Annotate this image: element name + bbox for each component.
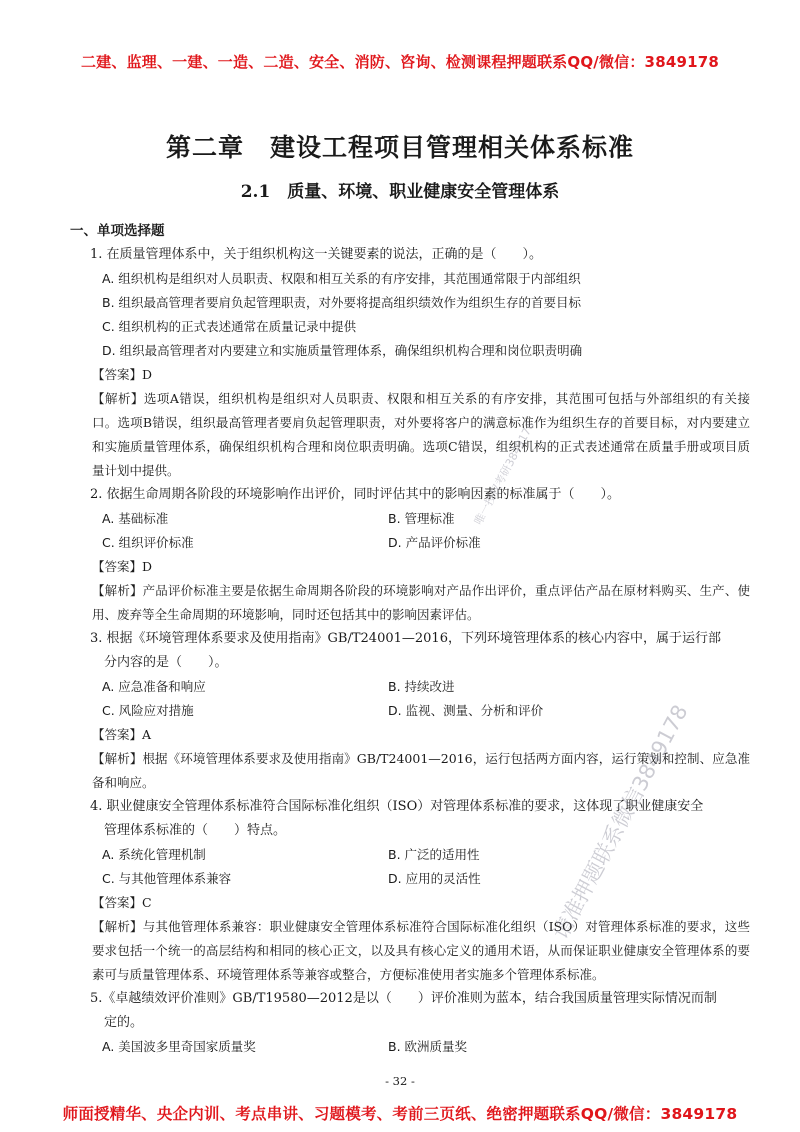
option-grid bbox=[90, 507, 750, 555]
analysis bbox=[90, 915, 750, 987]
option-b: B. 欧洲质量奖 bbox=[388, 1039, 468, 1054]
analysis bbox=[90, 747, 750, 795]
answer-value: C bbox=[142, 895, 152, 910]
watermark-small: 唯一授权考研3849178 bbox=[471, 419, 538, 528]
question-3 bbox=[90, 627, 750, 795]
option-a: A. 系统化管理机制 bbox=[102, 847, 206, 862]
option-a: A. 基础标准 bbox=[102, 511, 169, 526]
chapter-title: 第二章 建设工程项目管理相关体系标准 bbox=[165, 133, 634, 162]
analysis-text: 与其他管理体系兼容：职业健康安全管理体系标准符合国际标准化组织（ISO）对管理体系标准的要求，这些要求包括一个统一的高层结构和相同的核心正文，以及具有核心定义的通用术语，从而保证职业健康安全管理体系的要素可与质量管理体系、环境管理体系等兼容或整合，方便标准使用者实施多个管理体系标准。 bbox=[92, 919, 750, 982]
answer-tag: 【答案】 bbox=[92, 367, 143, 382]
option-b: B. 广泛的适用性 bbox=[388, 847, 480, 862]
option-b: B. 持续改进 bbox=[388, 679, 455, 694]
answer-line bbox=[90, 363, 750, 387]
question-stem-line-2: 管理体系标准的（ ）特点。 bbox=[104, 823, 287, 838]
question-list bbox=[90, 243, 750, 1059]
question-stem-line-1: 3. 根据《环境管理体系要求及使用指南》GB/T24001—2016，下列环境管理体系的核心内容中，属于运行部 bbox=[90, 631, 721, 646]
option-grid bbox=[90, 1035, 750, 1059]
analysis bbox=[90, 579, 750, 627]
option-c: C. 与其他管理体系兼容 bbox=[102, 871, 232, 886]
analysis-text: 根据《环境管理体系要求及使用指南》GB/T24001—2016，运行包括两方面内容，运行策划和控制、应急准备和响应。 bbox=[92, 751, 750, 790]
option-d: D. 产品评价标准 bbox=[388, 535, 481, 550]
answer-value: D bbox=[142, 367, 153, 382]
analysis-tag: 【解析】 bbox=[92, 583, 143, 598]
option-a: A. 美国波多里奇国家质量奖 bbox=[102, 1039, 256, 1054]
question-stem-line-1: 4. 职业健康安全管理体系标准符合国际标准化组织（ISO）对管理体系标准的要求，这体现了职业健康安全 bbox=[90, 799, 704, 814]
question-5 bbox=[90, 987, 750, 1059]
watermark-large: 请准押题联系微信3849178 bbox=[548, 700, 693, 944]
analysis bbox=[90, 387, 750, 483]
question-stem bbox=[90, 795, 750, 843]
analysis-tag: 【解析】 bbox=[92, 919, 143, 934]
option-c: C. 组织机构的正式表述通常在质量记录中提供 bbox=[102, 319, 357, 334]
answer-tag: 【答案】 bbox=[92, 895, 143, 910]
analysis-text: 选项A错误，组织机构是组织对人员职责、权限和相互关系的有序安排，其范围可包括与外部组织的有关接口。选项B错误，组织最高管理者要肩负起管理职责，对外要将客户的满意标准作为组织生存的首要目标，对内要建立和实施质量管理体系，确保组织机构合理和岗位职责明确。选项C错误，组织机构的正式表述通常在质量手册或项目质量计划中提供。 bbox=[92, 391, 750, 478]
question-4 bbox=[90, 795, 750, 987]
section-title: 2.1 质量、环境、职业健康安全管理体系 bbox=[240, 182, 560, 202]
footer-banner: 师面授精华、央企内训、考点串讲、习题模考、考前三页纸、绝密押题联系QQ/微信：3849178 bbox=[62, 1105, 738, 1123]
question-stem-line-1: 5.《卓越绩效评价准则》GB/T19580—2012是以（ ）评价准则为蓝本，结合我国质量管理实际情况而制 bbox=[90, 991, 717, 1006]
question-2 bbox=[90, 483, 750, 627]
question-stem bbox=[90, 627, 750, 675]
option-grid bbox=[90, 675, 750, 723]
option-d: D. 组织最高管理者对内要建立和实施质量管理体系，确保组织机构合理和岗位职责明确 bbox=[102, 343, 583, 358]
analysis-tag: 【解析】 bbox=[92, 751, 143, 766]
option-c: C. 风险应对措施 bbox=[102, 703, 194, 718]
analysis-tag: 【解析】 bbox=[92, 391, 144, 406]
answer-value: A bbox=[142, 727, 152, 742]
answer-value: D bbox=[142, 559, 153, 574]
option-a: A. 应急准备和响应 bbox=[102, 679, 206, 694]
answer-line bbox=[90, 891, 750, 915]
page-number: - 32 - bbox=[385, 1074, 415, 1088]
option-d: D. 应用的灵活性 bbox=[388, 871, 481, 886]
question-stem bbox=[90, 987, 750, 1035]
option-c: C. 组织评价标准 bbox=[102, 535, 194, 550]
option-b: B. 组织最高管理者要肩负起管理职责，对外要将提高组织绩效作为组织生存的首要目标 bbox=[102, 295, 582, 310]
question-stem: 1. 在质量管理体系中，关于组织机构这一关键要素的说法，正确的是（ ）。 bbox=[90, 247, 543, 262]
option-b: B. 管理标准 bbox=[388, 511, 455, 526]
analysis-text: 产品评价标准主要是依据生命周期各阶段的环境影响对产品作出评价，重点评估产品在原材料购买、生产、使用、废弃等全生命周期的环境影响，同时还包括其中的影响因素评估。 bbox=[92, 583, 750, 622]
option-a: A. 组织机构是组织对人员职责、权限和相互关系的有序安排，其范围通常限于内部组织 bbox=[102, 271, 581, 286]
part-title: 一、单项选择题 bbox=[70, 223, 165, 239]
option-d: D. 监视、测量、分析和评价 bbox=[388, 703, 544, 718]
question-stem-line-2: 定的。 bbox=[104, 1015, 144, 1030]
answer-line bbox=[90, 723, 750, 747]
answer-line bbox=[90, 555, 750, 579]
answer-tag: 【答案】 bbox=[92, 559, 143, 574]
question-stem: 2. 依据生命周期各阶段的环境影响作出评价，同时评估其中的影响因素的标准属于（ ）。 bbox=[90, 487, 621, 502]
answer-tag: 【答案】 bbox=[92, 727, 143, 742]
header-banner: 二建、监理、一建、一造、二造、安全、消防、咨询、检测课程押题联系QQ/微信：3849178 bbox=[80, 53, 720, 71]
question-stem-line-2: 分内容的是（ ）。 bbox=[104, 655, 228, 670]
option-grid bbox=[90, 843, 750, 891]
question-1 bbox=[90, 243, 750, 483]
